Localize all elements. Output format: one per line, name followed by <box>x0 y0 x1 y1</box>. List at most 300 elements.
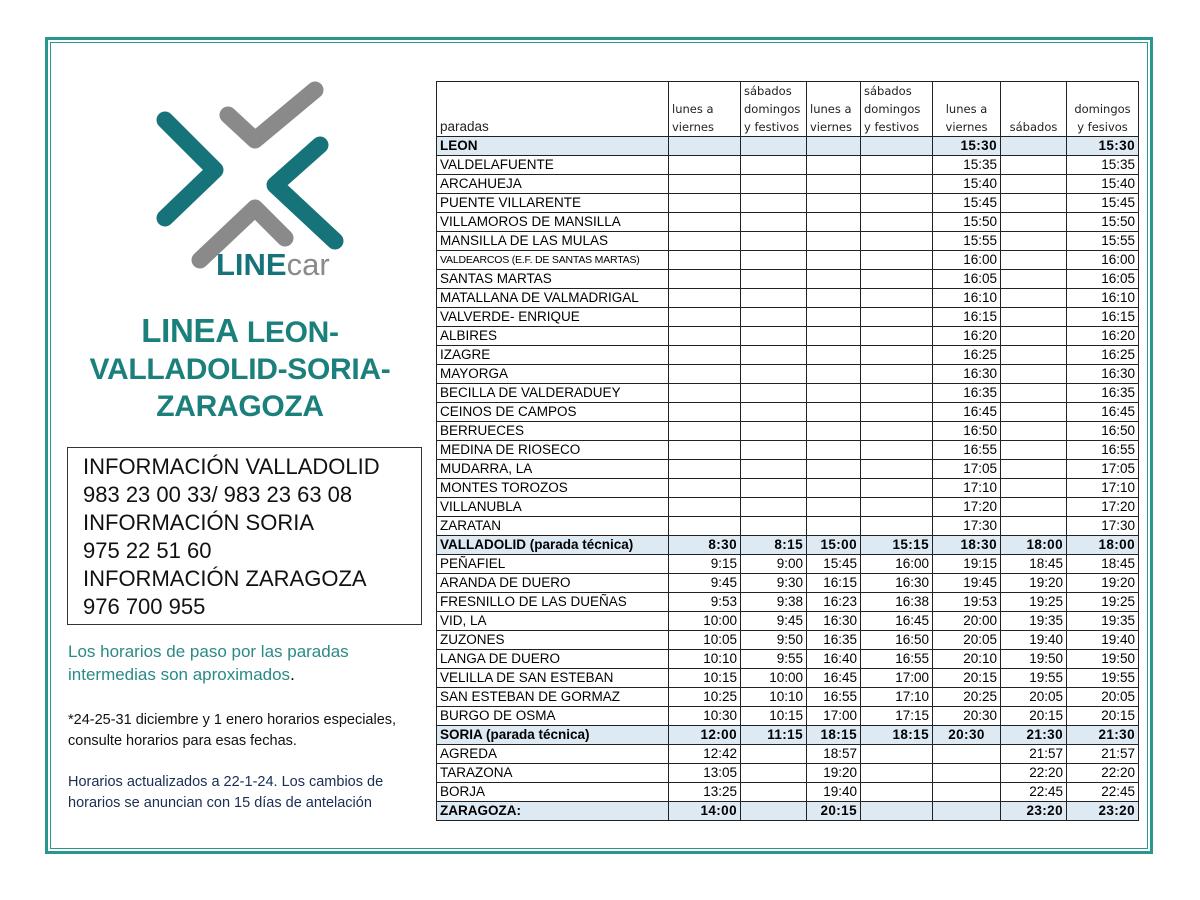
time-cell <box>741 194 807 213</box>
time-cell <box>1001 213 1067 232</box>
time-cell <box>741 289 807 308</box>
time-cell <box>861 175 933 194</box>
table-row <box>437 441 1139 460</box>
time-cell <box>741 422 807 441</box>
time-cell: 17:10 <box>933 479 1001 498</box>
time-cell: 8:15 <box>741 536 807 555</box>
stop-name: IZAGRE <box>437 346 669 365</box>
time-cell <box>1001 498 1067 517</box>
time-cell <box>669 517 741 536</box>
time-cell: 20:30 <box>933 726 1001 745</box>
time-cell <box>861 308 933 327</box>
header-col5: lunes a viernes <box>933 82 1001 137</box>
time-cell: 10:10 <box>669 650 741 669</box>
time-cell <box>1001 346 1067 365</box>
route-title <box>60 312 420 425</box>
time-cell <box>861 764 933 783</box>
table-row <box>437 251 1139 270</box>
time-cell: 22:45 <box>1067 783 1139 802</box>
time-cell: 15:35 <box>933 156 1001 175</box>
time-cell <box>741 764 807 783</box>
time-cell: 19:55 <box>1001 669 1067 688</box>
time-cell <box>1001 365 1067 384</box>
info-zaragoza-label: INFORMACIÓN ZARAGOZA <box>83 566 367 591</box>
time-cell: 15:55 <box>1067 232 1139 251</box>
time-cell: 15:35 <box>1067 156 1139 175</box>
time-cell: 20:05 <box>1067 688 1139 707</box>
table-row <box>437 555 1139 574</box>
time-cell <box>741 175 807 194</box>
time-cell <box>1001 479 1067 498</box>
time-cell <box>669 498 741 517</box>
time-cell: 16:10 <box>933 289 1001 308</box>
time-cell: 15:30 <box>1067 137 1139 156</box>
time-cell <box>1001 194 1067 213</box>
time-cell <box>807 251 861 270</box>
info-valladolid-phone: 983 23 00 33/ 983 23 63 08 <box>83 482 353 507</box>
time-cell <box>807 403 861 422</box>
table-row <box>437 631 1139 650</box>
table-row <box>437 707 1139 726</box>
time-cell: 10:05 <box>669 631 741 650</box>
time-cell: 21:57 <box>1001 745 1067 764</box>
time-cell: 16:35 <box>933 384 1001 403</box>
time-cell <box>741 137 807 156</box>
time-cell: 22:45 <box>1001 783 1067 802</box>
time-cell: 16:25 <box>1067 346 1139 365</box>
time-cell <box>1001 156 1067 175</box>
title-line1-rest: LEON- <box>238 316 339 349</box>
time-cell: 15:40 <box>1067 175 1139 194</box>
time-cell: 19:20 <box>1001 574 1067 593</box>
time-cell: 17:15 <box>861 707 933 726</box>
time-cell <box>933 783 1001 802</box>
time-cell <box>807 270 861 289</box>
time-cell <box>807 137 861 156</box>
time-cell: 16:10 <box>1067 289 1139 308</box>
time-cell: 15:50 <box>1067 213 1139 232</box>
table-row <box>437 365 1139 384</box>
table-row <box>437 213 1139 232</box>
time-cell: 16:15 <box>807 574 861 593</box>
stop-name: ALBIRES <box>437 327 669 346</box>
time-cell <box>807 175 861 194</box>
time-cell: 17:20 <box>933 498 1001 517</box>
stop-name: LEON <box>437 137 669 156</box>
time-cell: 16:55 <box>1067 441 1139 460</box>
time-cell: 19:50 <box>1067 650 1139 669</box>
time-cell <box>807 232 861 251</box>
time-cell: 19:25 <box>1001 593 1067 612</box>
time-cell: 18:00 <box>1067 536 1139 555</box>
time-cell <box>669 365 741 384</box>
table-row <box>437 517 1139 536</box>
time-cell <box>741 346 807 365</box>
time-cell <box>741 270 807 289</box>
stop-name: PEÑAFIEL <box>437 555 669 574</box>
time-cell: 18:45 <box>1067 555 1139 574</box>
time-cell: 10:15 <box>669 669 741 688</box>
time-cell <box>861 498 933 517</box>
table-row <box>437 460 1139 479</box>
time-cell <box>669 232 741 251</box>
time-cell: 16:30 <box>861 574 933 593</box>
table-row <box>437 422 1139 441</box>
time-cell: 17:10 <box>1067 479 1139 498</box>
stop-name: BECILLA DE VALDERADUEY <box>437 384 669 403</box>
stop-name: MONTES TOROZOS <box>437 479 669 498</box>
table-row <box>437 574 1139 593</box>
time-cell <box>1001 137 1067 156</box>
stop-name: ZARAGOZA: <box>437 802 669 821</box>
table-row <box>437 802 1139 821</box>
time-cell <box>933 764 1001 783</box>
time-cell <box>807 441 861 460</box>
time-cell <box>861 479 933 498</box>
time-cell: 9:00 <box>741 555 807 574</box>
time-cell: 17:30 <box>933 517 1001 536</box>
time-cell <box>1001 175 1067 194</box>
time-cell: 16:20 <box>1067 327 1139 346</box>
info-soria-phone: 975 22 51 60 <box>83 538 212 563</box>
time-cell <box>669 441 741 460</box>
table-row <box>437 175 1139 194</box>
info-soria-label: INFORMACIÓN SORIA <box>83 510 315 535</box>
time-cell: 16:00 <box>933 251 1001 270</box>
time-cell: 19:50 <box>1001 650 1067 669</box>
time-cell <box>669 327 741 346</box>
time-cell <box>669 194 741 213</box>
stop-name: ARCAHUEJA <box>437 175 669 194</box>
stop-name: MUDARRA, LA <box>437 460 669 479</box>
time-cell <box>669 403 741 422</box>
stop-name: MAYORGA <box>437 365 669 384</box>
time-cell: 19:53 <box>933 593 1001 612</box>
time-cell <box>807 517 861 536</box>
time-cell <box>861 270 933 289</box>
time-cell: 16:25 <box>933 346 1001 365</box>
time-cell: 17:05 <box>933 460 1001 479</box>
time-cell <box>1001 517 1067 536</box>
time-cell: 15:55 <box>933 232 1001 251</box>
time-cell: 9:45 <box>741 612 807 631</box>
time-cell: 16:00 <box>861 555 933 574</box>
time-cell: 18:45 <box>1001 555 1067 574</box>
time-cell: 18:15 <box>861 726 933 745</box>
time-cell <box>807 460 861 479</box>
time-cell: 20:05 <box>933 631 1001 650</box>
time-cell <box>669 308 741 327</box>
time-cell <box>861 213 933 232</box>
title-linea: LINEA <box>141 312 239 349</box>
time-cell <box>861 802 933 821</box>
time-cell: 16:00 <box>1067 251 1139 270</box>
time-cell: 10:00 <box>741 669 807 688</box>
stop-name: BURGO DE OSMA <box>437 707 669 726</box>
stop-name: VELILLA DE SAN ESTEBAN <box>437 669 669 688</box>
table-row <box>437 745 1139 764</box>
stop-name: BERRUECES <box>437 422 669 441</box>
stop-name: SAN ESTEBAN DE GORMAZ <box>437 688 669 707</box>
time-cell: 9:53 <box>669 593 741 612</box>
time-cell: 9:38 <box>741 593 807 612</box>
time-cell: 16:30 <box>807 612 861 631</box>
time-cell: 15:50 <box>933 213 1001 232</box>
table-row <box>437 384 1139 403</box>
title-line2: VALLADOLID-SORIA- <box>89 353 391 386</box>
time-cell: 10:25 <box>669 688 741 707</box>
table-row <box>437 403 1139 422</box>
time-cell: 21:30 <box>1067 726 1139 745</box>
table-row <box>437 270 1139 289</box>
time-cell <box>807 213 861 232</box>
time-cell <box>807 365 861 384</box>
time-cell: 16:45 <box>933 403 1001 422</box>
time-cell: 20:10 <box>933 650 1001 669</box>
table-row <box>437 194 1139 213</box>
time-cell <box>807 327 861 346</box>
stop-name: VILLANUBLA <box>437 498 669 517</box>
time-cell <box>861 745 933 764</box>
time-cell: 17:00 <box>861 669 933 688</box>
stop-name: VILLAMOROS DE MANSILLA <box>437 213 669 232</box>
time-cell: 16:05 <box>1067 270 1139 289</box>
table-row <box>437 669 1139 688</box>
time-cell <box>741 517 807 536</box>
time-cell: 18:00 <box>1001 536 1067 555</box>
time-cell <box>741 384 807 403</box>
time-cell: 10:10 <box>741 688 807 707</box>
time-cell: 20:30 <box>933 707 1001 726</box>
time-cell: 18:57 <box>807 745 861 764</box>
time-cell <box>1001 422 1067 441</box>
table-row <box>437 289 1139 308</box>
time-cell: 8:30 <box>669 536 741 555</box>
time-cell: 21:30 <box>1001 726 1067 745</box>
stop-name: ARANDA DE DUERO <box>437 574 669 593</box>
time-cell <box>861 460 933 479</box>
table-row <box>437 726 1139 745</box>
stop-name: BORJA <box>437 783 669 802</box>
time-cell: 16:30 <box>1067 365 1139 384</box>
time-cell: 16:15 <box>933 308 1001 327</box>
time-cell: 20:25 <box>933 688 1001 707</box>
time-cell: 16:30 <box>933 365 1001 384</box>
stop-name: MEDINA DE RIOSECO <box>437 441 669 460</box>
time-cell: 20:15 <box>807 802 861 821</box>
time-cell <box>741 308 807 327</box>
time-cell: 16:05 <box>933 270 1001 289</box>
table-row <box>437 156 1139 175</box>
time-cell: 19:40 <box>1067 631 1139 650</box>
time-cell <box>933 745 1001 764</box>
time-cell: 16:45 <box>1067 403 1139 422</box>
time-cell: 21:57 <box>1067 745 1139 764</box>
time-cell: 19:45 <box>933 574 1001 593</box>
time-cell <box>1001 441 1067 460</box>
time-cell <box>669 384 741 403</box>
time-cell <box>861 251 933 270</box>
time-cell: 16:35 <box>807 631 861 650</box>
time-cell: 16:50 <box>861 631 933 650</box>
time-cell <box>807 194 861 213</box>
stop-name: MANSILLA DE LAS MULAS <box>437 232 669 251</box>
time-cell: 14:00 <box>669 802 741 821</box>
table-row <box>437 479 1139 498</box>
info-zaragoza-phone: 976 700 955 <box>83 594 206 619</box>
time-cell <box>807 289 861 308</box>
time-cell: 10:15 <box>741 707 807 726</box>
stop-name: ZUZONES <box>437 631 669 650</box>
time-cell <box>741 479 807 498</box>
time-cell: 16:45 <box>861 612 933 631</box>
table-row <box>437 783 1139 802</box>
time-cell: 15:45 <box>1067 194 1139 213</box>
time-cell <box>1001 308 1067 327</box>
time-cell <box>807 308 861 327</box>
timetable <box>436 81 1139 821</box>
time-cell <box>741 498 807 517</box>
time-cell <box>861 194 933 213</box>
time-cell: 19:55 <box>1067 669 1139 688</box>
linecar-x-icon <box>150 78 350 288</box>
table-row <box>437 536 1139 555</box>
time-cell <box>669 289 741 308</box>
time-cell <box>741 365 807 384</box>
stop-name: MATALLANA DE VALMADRIGAL <box>437 289 669 308</box>
time-cell: 23:20 <box>1001 802 1067 821</box>
time-cell <box>861 346 933 365</box>
time-cell <box>741 327 807 346</box>
time-cell <box>669 251 741 270</box>
time-cell: 15:00 <box>807 536 861 555</box>
header-col2: sábados domingos y festivos <box>741 82 807 137</box>
time-cell: 16:35 <box>1067 384 1139 403</box>
table-row <box>437 688 1139 707</box>
stop-name: VALLADOLID (parada técnica) <box>437 536 669 555</box>
time-cell: 16:55 <box>933 441 1001 460</box>
time-cell: 16:38 <box>861 593 933 612</box>
time-cell: 9:50 <box>741 631 807 650</box>
time-cell <box>861 422 933 441</box>
time-cell <box>741 251 807 270</box>
time-cell: 23:20 <box>1067 802 1139 821</box>
time-cell <box>1001 289 1067 308</box>
time-cell <box>669 213 741 232</box>
header-col1: lunes a viernes <box>669 82 741 137</box>
time-cell <box>861 783 933 802</box>
time-cell <box>861 403 933 422</box>
time-cell: 12:42 <box>669 745 741 764</box>
time-cell: 16:45 <box>807 669 861 688</box>
time-cell: 16:50 <box>933 422 1001 441</box>
time-cell <box>1001 403 1067 422</box>
time-cell: 15:40 <box>933 175 1001 194</box>
time-cell <box>861 289 933 308</box>
timetable-header-row <box>437 82 1139 137</box>
time-cell: 16:40 <box>807 650 861 669</box>
table-row <box>437 498 1139 517</box>
time-cell: 19:20 <box>1067 574 1139 593</box>
table-row <box>437 593 1139 612</box>
logo-wordmark: LINEcar <box>216 247 330 282</box>
stop-name: LANGA DE DUERO <box>437 650 669 669</box>
time-cell: 18:30 <box>933 536 1001 555</box>
time-cell: 19:35 <box>1001 612 1067 631</box>
time-cell <box>741 783 807 802</box>
time-cell <box>861 384 933 403</box>
time-cell <box>669 460 741 479</box>
info-valladolid-label: INFORMACIÓN VALLADOLID <box>83 454 380 479</box>
contact-info-box <box>67 447 422 625</box>
updated-note: Horarios actualizados a 22-1-24. Los cambios de horarios se anuncian con 15 días de antelación <box>68 774 384 811</box>
header-col3: lunes a viernes <box>807 82 861 137</box>
time-cell: 20:15 <box>933 669 1001 688</box>
stop-name: PUENTE VILLARENTE <box>437 194 669 213</box>
time-cell: 20:05 <box>1001 688 1067 707</box>
stop-name: SANTAS MARTAS <box>437 270 669 289</box>
time-cell: 19:20 <box>807 764 861 783</box>
time-cell: 19:40 <box>1001 631 1067 650</box>
time-cell: 17:30 <box>1067 517 1139 536</box>
time-cell: 9:45 <box>669 574 741 593</box>
time-cell <box>861 232 933 251</box>
stop-name: ZARATAN <box>437 517 669 536</box>
time-cell: 18:15 <box>807 726 861 745</box>
time-cell: 16:55 <box>861 650 933 669</box>
time-cell <box>861 517 933 536</box>
table-row <box>437 327 1139 346</box>
time-cell: 15:45 <box>807 555 861 574</box>
time-cell: 16:20 <box>933 327 1001 346</box>
time-cell: 17:10 <box>861 688 933 707</box>
time-cell <box>861 365 933 384</box>
linecar-logo <box>150 78 350 288</box>
time-cell: 13:25 <box>669 783 741 802</box>
time-cell: 16:23 <box>807 593 861 612</box>
time-cell <box>1001 384 1067 403</box>
time-cell: 20:15 <box>1067 707 1139 726</box>
time-cell <box>861 137 933 156</box>
time-cell: 20:00 <box>933 612 1001 631</box>
table-row <box>437 650 1139 669</box>
time-cell <box>807 479 861 498</box>
time-cell <box>741 745 807 764</box>
time-cell <box>807 346 861 365</box>
table-row <box>437 308 1139 327</box>
table-row <box>437 346 1139 365</box>
time-cell: 15:30 <box>933 137 1001 156</box>
timetable-body <box>437 137 1139 821</box>
time-cell <box>741 441 807 460</box>
time-cell <box>669 479 741 498</box>
time-cell <box>741 213 807 232</box>
time-cell: 9:30 <box>741 574 807 593</box>
time-cell: 19:35 <box>1067 612 1139 631</box>
time-cell: 20:15 <box>1001 707 1067 726</box>
time-cell <box>1001 232 1067 251</box>
time-cell <box>807 422 861 441</box>
time-cell: 9:15 <box>669 555 741 574</box>
header-col6: sábados <box>1001 82 1067 137</box>
time-cell <box>669 137 741 156</box>
time-cell: 17:00 <box>807 707 861 726</box>
time-cell <box>933 802 1001 821</box>
time-cell <box>741 232 807 251</box>
special-dates-note: *24-25-31 diciembre y 1 enero horarios especiales, consulte horarios para esas fechas. <box>68 712 397 749</box>
time-cell <box>1001 270 1067 289</box>
stop-name: VID, LA <box>437 612 669 631</box>
